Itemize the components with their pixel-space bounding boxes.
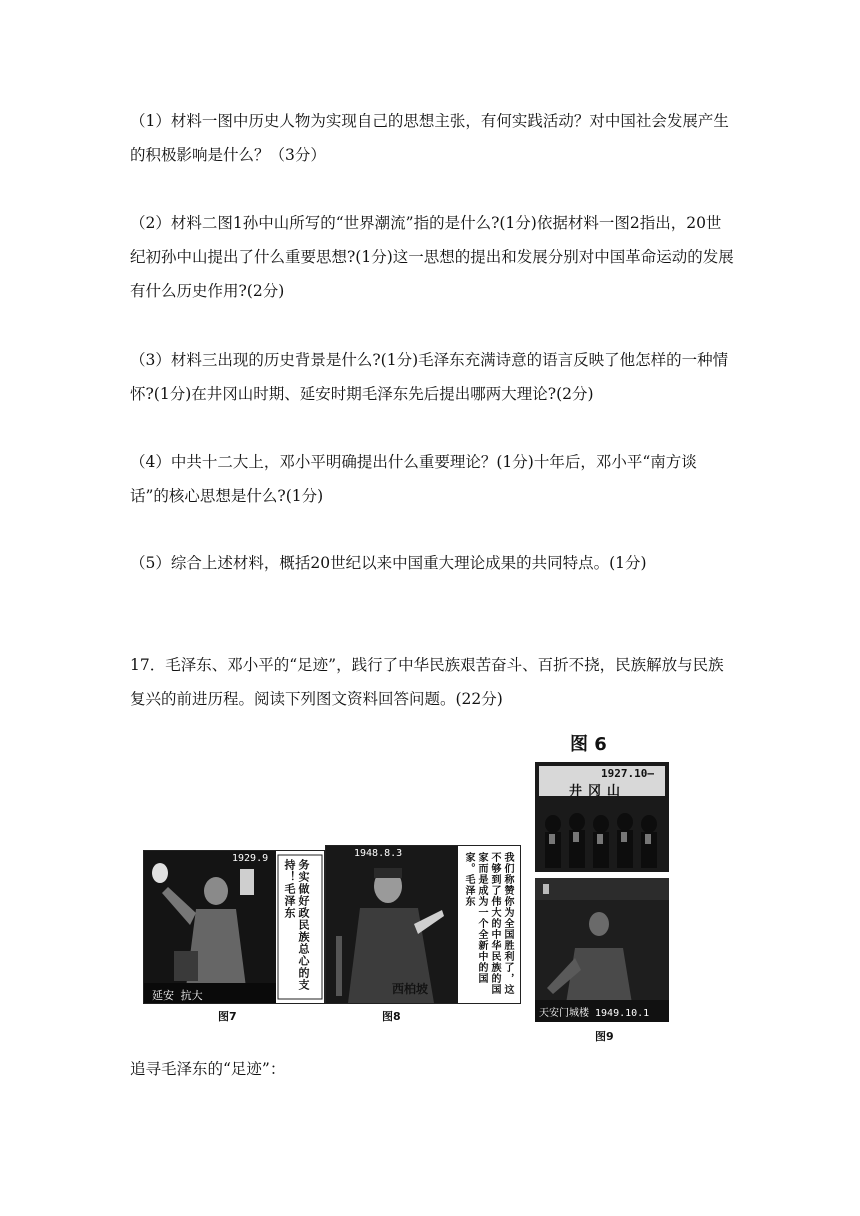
figure-6-title: 图 6 [570,734,607,755]
figure-8-label: 西柏坡 [392,982,429,996]
figure-6-top-stamp: 1927.10— [601,767,654,780]
question-4: （4）中共十二大上，邓小平明确提出什么重要理论？(1分)十年后，邓小平“南方谈话”的核心思想是什么?(1分) [130,453,697,505]
question-2: （2）材料二图1孙中山所写的“世界潮流”指的是什么?(1分)依据材料一图2指出，20世纪初孙中山提出了什么重要思想?(1分)这一思想的提出和发展分别对中国革命运动的发展有什么历史作用?(2分) [130,214,734,300]
figure-9-stamp: 天安门城楼 1949.10.1 [539,1008,650,1019]
question-5: （5）综合上述材料，概括20世纪以来中国重大理论成果的共同特点。(1分) [130,554,647,572]
question-3: （3）材料三出现的历史背景是什么?(1分)毛泽东充满诗意的语言反映了他怎样的一种情怀?(1分)在井冈山时期、延安时期毛泽东先后提出哪两大理论?(2分) [130,351,729,403]
figure-8-stamp: 1948.8.3 [354,848,403,859]
footer-text: 追寻毛泽东的“足迹”： [130,1060,286,1078]
question-17: 17．毛泽东、邓小平的“足迹”，践行了中华民族艰苦奋斗、百折不挠，民族解放与民族复兴的前进历程。阅读下列图文资料回答问题。(22分) [130,656,724,708]
figure-6-top-label: 井冈山 [569,784,627,799]
figure-7-quote: 务实做好政民族总心的支持！毛泽东 [283,859,310,991]
figure-8-quote: 我们称赞你为全国胜利了，这不够到了伟大的中华民族的国家而是成为一个全新中的国家。毛泽东 [463,852,513,995]
figure-6-top-photo [535,762,669,872]
figure-8-caption: 图8 [382,1010,401,1023]
figure-8-photo [325,845,521,1004]
figure-7-stamp: 1929.9 [232,853,269,864]
figure-9-photo [535,878,669,1022]
figure-7-label: 延安 抗大 [152,989,203,1002]
question-1: （1）材料一图中历史人物为实现自己的思想主张，有何实践活动？对中国社会发展产生的积极影响是什么？（3分） [130,112,729,164]
figure-7-caption: 图7 [218,1010,237,1023]
figure-9-caption: 图9 [595,1030,614,1043]
figure-7-photo [143,850,325,1004]
